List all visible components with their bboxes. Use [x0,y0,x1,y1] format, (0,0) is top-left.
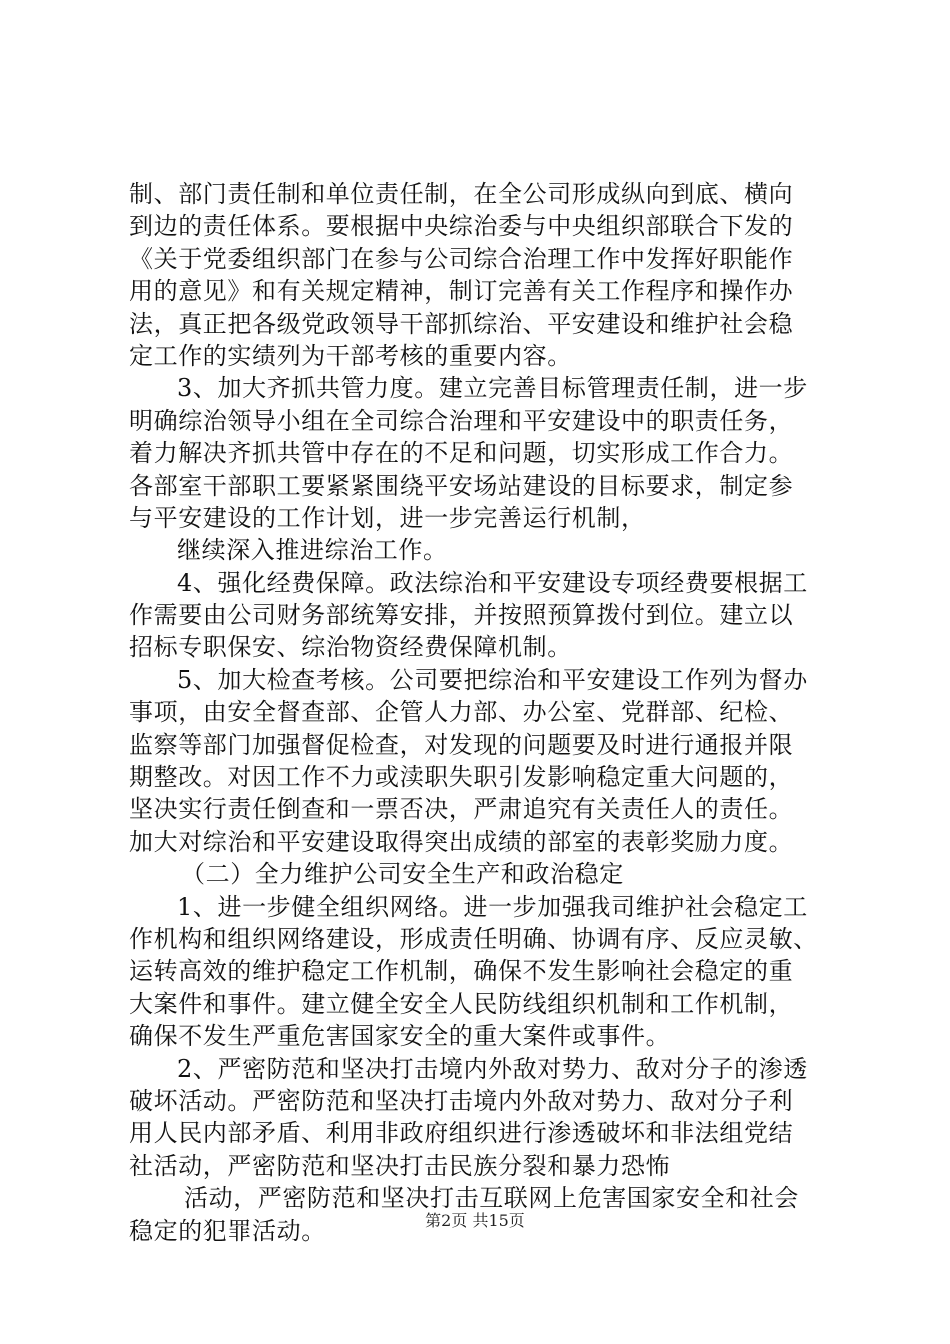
paragraph-start-line: 3、加大齐抓共管力度。建立完善目标管理责任制，进一步 [177,374,808,403]
text-line: 加大对综治和平安建设取得突出成绩的部室的表彰奖励力度。 [129,827,794,856]
paragraph-start-line: 1、进一步健全组织网络。进一步加强我司维护社会稳定工 [177,892,808,921]
paragraph-start-line: 继续深入推进综治工作。 [177,536,448,565]
text-line: 期整改。对因工作不力或渎职失职引发影响稳定重大问题的， [129,763,794,792]
text-line: 坚决实行责任倒查和一票否决，严肃追究有关责任人的责任。 [129,795,794,824]
text-line: 破坏活动。严密防范和坚决打击境内外敌对势力、敌对分子利 [129,1086,794,1115]
text-line: 社活动，严密防范和坚决打击民族分裂和暴力恐怖 [129,1151,671,1180]
paragraph-start-line: 5、加大检查考核。公司要把综治和平安建设工作列为督办 [177,665,808,694]
text-line: 明确综治领导小组在全司综合治理和平安建设中的职责任务， [129,406,794,435]
text-line: 监察等部门加强督促检查，对发现的问题要及时进行通报并限 [129,730,794,759]
text-line: 制、部门责任制和单位责任制，在全公司形成纵向到底、横向 [129,180,794,208]
text-line: 作需要由公司财务部统筹安排，并按照预算拨付到位。建立以 [129,601,794,630]
text-line: 定工作的实绩列为干部考核的重要内容。 [129,341,572,370]
text-line: 到边的责任体系。要根据中央综治委与中央组织部联合下发的 [129,212,794,241]
paragraph-start-line: 2、严密防范和坚决打击境内外敌对势力、敌对分子的渗透 [177,1054,808,1083]
paragraph-start-line: 4、强化经费保障。政法综治和平安建设专项经费要根据工 [177,568,808,597]
text-line: 与平安建设的工作计划，进一步完善运行机制， [129,503,646,532]
document-body [129,178,831,1247]
paragraph-start-line: 活动，严密防范和坚决打击互联网上危害国家安全和社会 [184,1184,799,1213]
text-line: 确保不发生严重危害国家安全的重大案件或事件。 [129,1022,671,1051]
text-line: 着力解决齐抓共管中存在的不足和问题，切实形成工作合力。 [129,439,794,468]
text-line: 各部室干部职工要紧紧围绕平安场站建设的目标要求，制定参 [129,471,794,500]
section-heading: （二）全力维护公司安全生产和政治稳定 [181,860,624,889]
text-line: 事项，由安全督查部、企管人力部、办公室、党群部、纪检、 [129,698,794,727]
text-line: 用的意见》和有关规定精神，制订完善有关工作程序和操作办 [129,277,794,306]
text-line: 用人民内部矛盾、利用非政府组织进行渗透破坏和非法组党结 [129,1119,794,1148]
page-number-footer: 第2页 共15页 [425,1211,525,1230]
text-line: 运转高效的维护稳定工作机制，确保不发生影响社会稳定的重 [129,957,794,986]
text-line: 法，真正把各级党政领导干部抓综治、平安建设和维护社会稳 [129,309,794,338]
text-line: 作机构和组织网络建设，形成责任明确、协调有序、反应灵敏、 [129,924,818,953]
text-line: 招标专职保安、综治物资经费保障机制。 [129,633,572,662]
text-line: 稳定的犯罪活动。 [129,1216,326,1245]
text-line: 大案件和事件。建立健全安全人民防线组织机制和工作机制， [129,989,794,1018]
text-line: 《关于党委组织部门在参与公司综合治理工作中发挥好职能作 [129,244,794,273]
